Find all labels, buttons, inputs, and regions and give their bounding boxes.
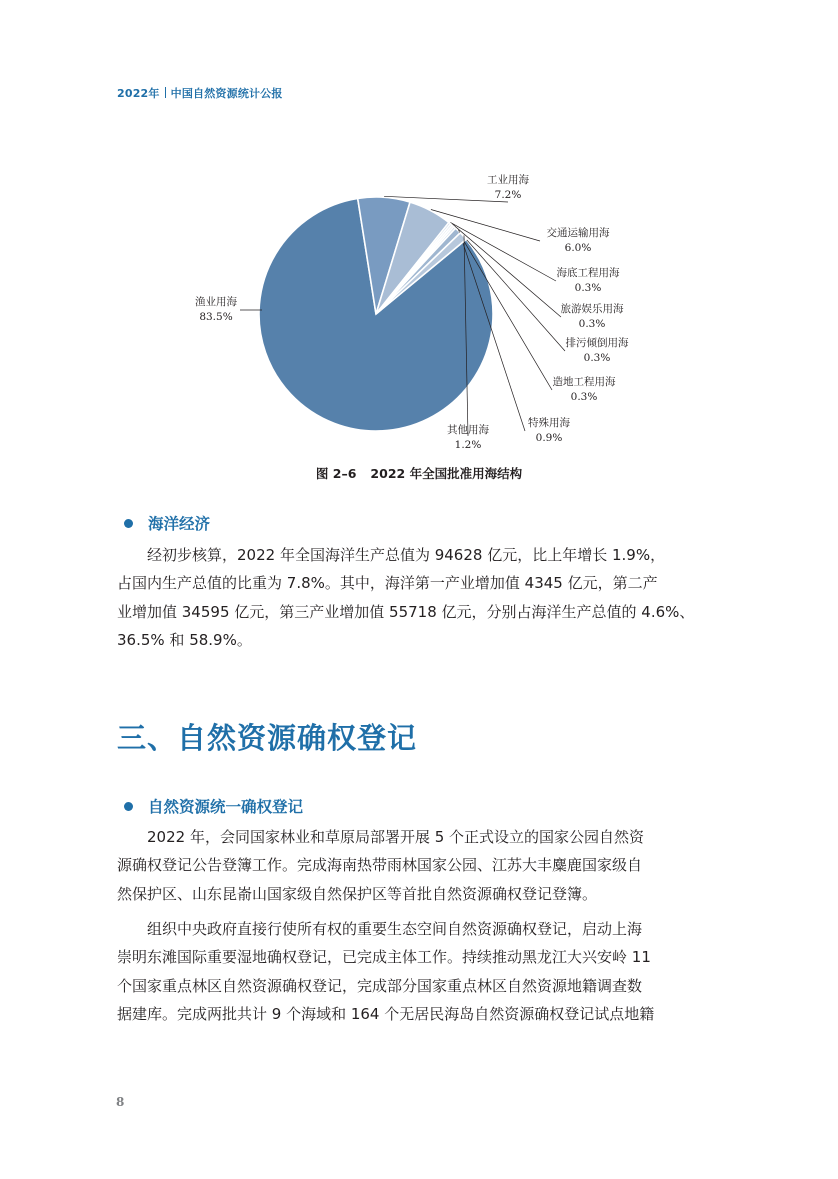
section-heading-registration <box>148 795 303 817</box>
slice-label: 工业用海 <box>487 174 529 186</box>
paragraph-line: 源确权登记公告登簿工作。完成海南热带雨林国家公园、江苏大丰麋鹿国家级自 <box>117 856 643 875</box>
slice-value-label: 0.3% <box>574 282 602 294</box>
paragraph-line: 崇明东滩国际重要湿地确权登记，已完成主体工作。持续推动黑龙江大兴安岭 11 <box>117 948 651 967</box>
registration-paragraph-1 <box>117 823 713 908</box>
slice-label: 特殊用海 <box>528 417 570 429</box>
paragraph-line: 据建库。完成两批共计 9 个海域和 164 个无居民海岛自然资源确权登记试点地籍 <box>117 1005 655 1024</box>
slice-label: 排污倾倒用海 <box>565 337 629 349</box>
paragraph-line: 业增加值 34595 亿元，第三产业增加值 55718 亿元，分别占海洋生产总值的 4.6%、 <box>117 602 695 621</box>
ocean-economy-paragraph <box>117 541 713 655</box>
bullet-dot-icon <box>124 802 133 811</box>
chapter-title: 三、自然资源确权登记 <box>117 721 418 755</box>
slice-label: 旅游娱乐用海 <box>560 303 624 315</box>
slice-label: 海底工程用海 <box>556 267 620 279</box>
pie-chart <box>0 0 838 480</box>
slice-value-label: 0.9% <box>535 432 563 444</box>
slice-value-label: 1.2% <box>454 439 482 451</box>
paragraph-line: 占国内生产总值的比重为 7.8%。其中，海洋第一产业增加值 4345 亿元，第二产 <box>117 574 658 593</box>
slice-label: 造地工程用海 <box>552 376 616 388</box>
paragraph-line: 然保护区、山东昆嵛山国家级自然保护区等首批自然资源确权登记登簿。 <box>117 884 598 903</box>
slice-value-label: 0.3% <box>583 352 611 364</box>
paragraph-line: 个国家重点林区自然资源确权登记，完成部分国家重点林区自然资源地籍调查数 <box>117 976 643 995</box>
header-year: 2022年 <box>117 87 160 100</box>
section-heading-text: 自然资源统一确权登记 <box>148 798 304 816</box>
slice-value-label: 0.3% <box>578 318 606 330</box>
figure-number: 图 2–6 <box>315 466 357 481</box>
page-number: 8 <box>116 1095 125 1109</box>
figure-caption <box>0 464 838 482</box>
slice-label: 渔业用海 <box>195 296 237 308</box>
slice-label: 其他用海 <box>447 424 489 436</box>
slice-value-label: 6.0% <box>564 242 592 254</box>
section-heading-text: 海洋经济 <box>148 515 211 533</box>
figure-title: 2022 年全国批准用海结构 <box>370 466 523 481</box>
slice-label: 交通运输用海 <box>546 227 610 239</box>
header-title: 中国自然资源统计公报 <box>170 87 283 100</box>
section-heading-ocean-economy <box>148 512 210 534</box>
paragraph-line: 36.5% 和 58.9%。 <box>117 631 252 650</box>
paragraph-line: 组织中央政府直接行使所有权的重要生态空间自然资源确权登记，启动上海 <box>147 920 643 938</box>
bullet-dot-icon <box>124 519 133 528</box>
paragraph-line: 2022 年，会同国家林业和草原局部署开展 5 个正式设立的国家公园自然资 <box>147 828 645 846</box>
slice-value-label: 7.2% <box>494 189 522 201</box>
slice-value-label: 83.5% <box>199 311 233 323</box>
registration-paragraph-2 <box>117 915 713 1029</box>
slice-value-label: 0.3% <box>570 391 598 403</box>
paragraph-line: 经初步核算，2022 年全国海洋生产总值为 94628 亿元，比上年增长 1.9%， <box>147 546 666 564</box>
